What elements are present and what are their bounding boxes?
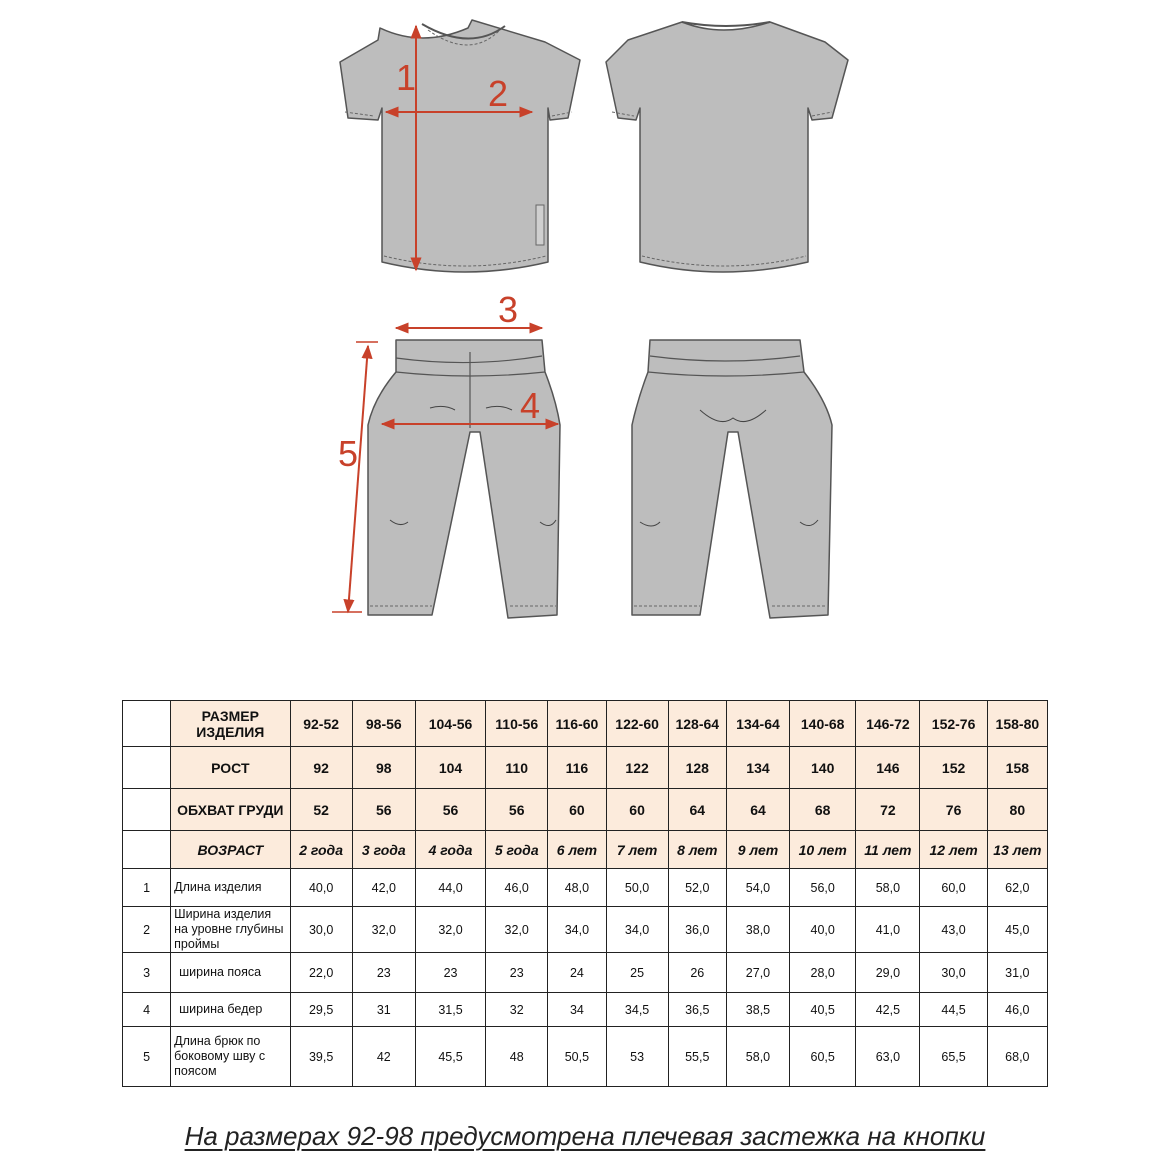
measure-value: 40,0 (790, 907, 856, 953)
measure-value: 34 (548, 993, 606, 1027)
header-value: 52 (290, 789, 352, 831)
table-row (123, 869, 1048, 907)
measure-value: 23 (352, 953, 415, 993)
header-value: 5 года (486, 831, 548, 869)
measure-value: 40,5 (790, 993, 856, 1027)
measure-value: 29,0 (856, 953, 920, 993)
header-value: 98 (352, 747, 415, 789)
tshirt-back-sketch (606, 22, 848, 272)
measure-value: 23 (486, 953, 548, 993)
measure-value: 39,5 (290, 1027, 352, 1087)
header-value: 64 (668, 789, 726, 831)
header-row (123, 747, 1048, 789)
measure-value: 36,0 (668, 907, 726, 953)
measure-number-1: 1 (396, 57, 417, 98)
measure-value: 30,0 (290, 907, 352, 953)
header-value: 92-52 (290, 701, 352, 747)
measure-value: 31,0 (987, 953, 1047, 993)
measure-label: Ширина изделия на уровне глубины проймы (171, 907, 290, 953)
measure-number-cell: 4 (123, 993, 171, 1027)
measure-number-4: 4 (520, 385, 541, 426)
header-value: 60 (606, 789, 668, 831)
measure-value: 34,5 (606, 993, 668, 1027)
header-value: 72 (856, 789, 920, 831)
header-value: 146 (856, 747, 920, 789)
measure-value: 63,0 (856, 1027, 920, 1087)
header-value: 8 лет (668, 831, 726, 869)
measure-number-3: 3 (498, 289, 519, 330)
measure-value: 45,0 (987, 907, 1047, 953)
measure-value: 53 (606, 1027, 668, 1087)
header-value: 128 (668, 747, 726, 789)
header-value: 122-60 (606, 701, 668, 747)
header-label: РОСТ (171, 747, 290, 789)
header-label: РАЗМЕР ИЗДЕЛИЯ (171, 701, 290, 747)
measure-value: 48,0 (548, 869, 606, 907)
header-value: 140 (790, 747, 856, 789)
measure-line-3 (396, 289, 542, 330)
header-value: 98-56 (352, 701, 415, 747)
measure-value: 36,5 (668, 993, 726, 1027)
measure-value: 26 (668, 953, 726, 993)
header-value: 4 года (415, 831, 485, 869)
measure-value: 41,0 (856, 907, 920, 953)
measure-number-cell: 5 (123, 1027, 171, 1087)
header-value: 134 (726, 747, 789, 789)
measure-value: 24 (548, 953, 606, 993)
measure-value: 23 (415, 953, 485, 993)
measure-value: 46,0 (987, 993, 1047, 1027)
pants-back-sketch (632, 340, 832, 618)
measure-value: 58,0 (726, 1027, 789, 1087)
header-label: ОБХВАТ ГРУДИ (171, 789, 290, 831)
measure-number-5: 5 (338, 433, 359, 474)
measure-value: 38,5 (726, 993, 789, 1027)
table-row (123, 907, 1048, 953)
measure-value: 30,0 (920, 953, 987, 993)
header-value: 134-64 (726, 701, 789, 747)
header-value: 80 (987, 789, 1047, 831)
header-row (123, 831, 1048, 869)
header-value: 10 лет (790, 831, 856, 869)
header-value: 6 лет (548, 831, 606, 869)
header-value: 2 года (290, 831, 352, 869)
header-value: 12 лет (920, 831, 987, 869)
blank-cell (123, 701, 171, 747)
measure-value: 44,0 (415, 869, 485, 907)
header-value: 152-76 (920, 701, 987, 747)
header-value: 68 (790, 789, 856, 831)
header-value: 158 (987, 747, 1047, 789)
measure-value: 68,0 (987, 1027, 1047, 1087)
header-value: 104 (415, 747, 485, 789)
size-chart-table (122, 700, 1048, 1087)
measure-value: 48 (486, 1027, 548, 1087)
measure-number-2: 2 (488, 73, 509, 114)
measure-value: 42,0 (352, 869, 415, 907)
measure-value: 44,5 (920, 993, 987, 1027)
measure-value: 38,0 (726, 907, 789, 953)
measure-label: ширина бедер (171, 993, 290, 1027)
measure-value: 42 (352, 1027, 415, 1087)
measure-value: 50,5 (548, 1027, 606, 1087)
header-value: 152 (920, 747, 987, 789)
measure-number-cell: 1 (123, 869, 171, 907)
header-value: 60 (548, 789, 606, 831)
measure-value: 27,0 (726, 953, 789, 993)
header-value: 110-56 (486, 701, 548, 747)
header-value: 13 лет (987, 831, 1047, 869)
measure-value: 46,0 (486, 869, 548, 907)
measure-value: 54,0 (726, 869, 789, 907)
measure-value: 31 (352, 993, 415, 1027)
measure-value: 28,0 (790, 953, 856, 993)
header-value: 128-64 (668, 701, 726, 747)
header-value: 110 (486, 747, 548, 789)
measure-number-cell: 3 (123, 953, 171, 993)
measure-value: 29,5 (290, 993, 352, 1027)
measure-label: ширина пояса (171, 953, 290, 993)
header-value: 11 лет (856, 831, 920, 869)
header-value: 9 лет (726, 831, 789, 869)
measure-number-cell: 2 (123, 907, 171, 953)
measure-value: 56,0 (790, 869, 856, 907)
measure-value: 50,0 (606, 869, 668, 907)
pants-front-sketch (368, 340, 560, 618)
header-value: 76 (920, 789, 987, 831)
header-row (123, 789, 1048, 831)
header-value: 146-72 (856, 701, 920, 747)
tshirt-front-sketch (340, 20, 580, 272)
measure-value: 34,0 (606, 907, 668, 953)
measure-value: 42,5 (856, 993, 920, 1027)
header-value: 3 года (352, 831, 415, 869)
measure-value: 22,0 (290, 953, 352, 993)
header-value: 158-80 (987, 701, 1047, 747)
table-row (123, 1027, 1048, 1087)
footnote: На размерах 92-98 предусмотрена плечевая застежка на кнопки (184, 1121, 986, 1151)
header-row (123, 701, 1048, 747)
measure-value: 40,0 (290, 869, 352, 907)
measure-value: 43,0 (920, 907, 987, 953)
blank-cell (123, 831, 171, 869)
measure-value: 34,0 (548, 907, 606, 953)
measure-value: 55,5 (668, 1027, 726, 1087)
measure-value: 58,0 (856, 869, 920, 907)
measure-label: Длина изделия (171, 869, 290, 907)
blank-cell (123, 747, 171, 789)
header-value: 122 (606, 747, 668, 789)
measure-value: 32,0 (415, 907, 485, 953)
blank-cell (123, 789, 171, 831)
measure-value: 32 (486, 993, 548, 1027)
measure-value: 65,5 (920, 1027, 987, 1087)
table-row (123, 953, 1048, 993)
header-value: 116-60 (548, 701, 606, 747)
header-value: 116 (548, 747, 606, 789)
header-value: 7 лет (606, 831, 668, 869)
measure-value: 25 (606, 953, 668, 993)
measure-value: 32,0 (352, 907, 415, 953)
header-value: 56 (486, 789, 548, 831)
measure-value: 62,0 (987, 869, 1047, 907)
header-value: 140-68 (790, 701, 856, 747)
measure-label: Длина брюк по боковому шву с поясом (171, 1027, 290, 1087)
measure-value: 60,0 (920, 869, 987, 907)
header-value: 104-56 (415, 701, 485, 747)
header-value: 56 (415, 789, 485, 831)
header-value: 92 (290, 747, 352, 789)
header-value: 64 (726, 789, 789, 831)
measure-value: 45,5 (415, 1027, 485, 1087)
header-label: ВОЗРАСТ (171, 831, 290, 869)
table-row (123, 993, 1048, 1027)
measure-value: 31,5 (415, 993, 485, 1027)
measure-value: 52,0 (668, 869, 726, 907)
header-value: 56 (352, 789, 415, 831)
measure-value: 60,5 (790, 1027, 856, 1087)
measure-value: 32,0 (486, 907, 548, 953)
